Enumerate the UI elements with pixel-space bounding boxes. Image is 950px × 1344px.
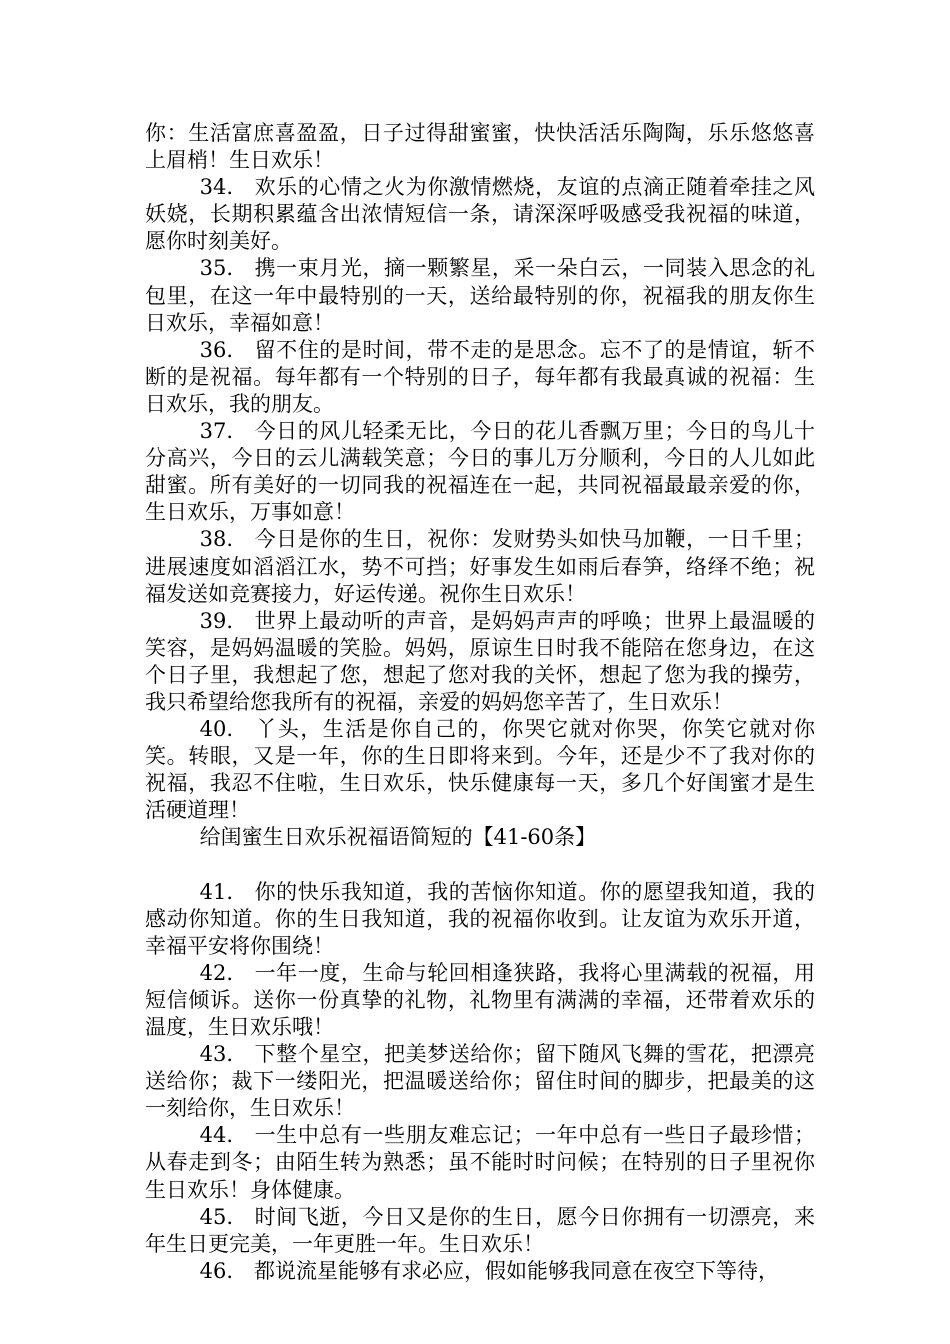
item-text: 今日是你的生日，祝你：发财势头如快马加鞭，一日千里；进展速度如滔滔江水，势不可挡；好事发生如雨后春笋，络绎不绝；祝福发送如竞赛接力，好运传递。祝你生日欢乐！: [145, 527, 815, 606]
wish-item-43: [145, 1041, 815, 1122]
document-page: [145, 120, 815, 1285]
wish-item-36: [145, 337, 815, 418]
item-number: 44.: [199, 1123, 233, 1148]
item-number: 41.: [199, 879, 233, 904]
wish-item-37: [145, 418, 815, 526]
item-text: 下整个星空，把美梦送给你；留下随风飞舞的雪花，把漂亮送给你；裁下一缕阳光，把温暖送给你；留住时间的脚步，把最美的这一刻给你，生日欢乐！: [145, 1042, 815, 1121]
item-number: 43.: [199, 1042, 233, 1067]
item-number: 35.: [199, 256, 233, 281]
section-2: [145, 879, 815, 1285]
item-text: 你的快乐我知道，我的苦恼你知道。你的愿望我知道，我的感动你知道。你的生日我知道，我的祝福你收到。让友谊为欢乐开道，幸福平安将你围绕！: [145, 879, 815, 958]
item-text: 今日的风儿轻柔无比，今日的花儿香飘万里；今日的鸟儿十分高兴，今日的云儿满载笑意；今日的事儿万分顺利，今日的人儿如此甜蜜。所有美好的一切同我的祝福连在一起，共同祝福最最亲爱的你，生日欢乐，万事如意！: [145, 419, 815, 525]
wish-item-41: [145, 879, 815, 960]
item-number: 45.: [199, 1204, 233, 1229]
item-text: 欢乐的心情之火为你激情燃烧，友谊的点滴正随着牵挂之风妖娆，长期积累蕴含出浓情短信一条，请深深呼吸感受我祝福的味道，愿你时刻美好。: [145, 175, 815, 254]
item-number: 46.: [199, 1258, 233, 1283]
item-text: 留不住的是时间，带不走的是思念。忘不了的是情谊，斩不断的是祝福。每年都有一个特别的日子，每年都有我最真诚的祝福：生日欢乐，我的朋友。: [145, 337, 815, 416]
item-number: 39.: [199, 608, 233, 633]
item-text: 时间飞逝，今日又是你的生日，愿今日你拥有一切漂亮，来年生日更完美，一年更胜一年。生日欢乐！: [145, 1204, 815, 1256]
item-number: 40.: [199, 717, 233, 742]
wish-item-46: [145, 1258, 815, 1285]
item-number: 34.: [199, 175, 233, 200]
section-heading: 给闺蜜生日欢乐祝福语简短的【41-60条】: [199, 825, 597, 850]
wish-item-35: [145, 255, 815, 336]
section-1: [145, 174, 815, 824]
item-text: 世界上最动听的声音，是妈妈声声的呼唤；世界上最温暖的笑容，是妈妈温暖的笑脸。妈妈，原谅生日时我不能陪在您身边，在这个日子里，我想起了您，想起了您对我的关怀，想起了您为我的操劳，我只希望给您我所有的祝福，亲爱的妈妈您辛苦了，生日欢乐！: [145, 608, 815, 714]
item-text: 都说流星能够有求必应，假如能够我同意在夜空下等待，: [254, 1258, 779, 1283]
wish-item-40: [145, 716, 815, 824]
wish-item-45: [145, 1204, 815, 1258]
item-number: 42.: [199, 960, 233, 985]
item-text: 丫头，生活是你自己的，你哭它就对你哭，你笑它就对你笑。转眼，又是一年，你的生日即将来到。今年，还是少不了我对你的祝福，我忍不住啦，生日欢乐，快乐健康每一天，多几个好闺蜜才是生活硬道理！: [145, 717, 815, 823]
item-text: 携一束月光，摘一颗繁星，采一朵白云，一同装入思念的礼包里，在这一年中最特别的一天，送给最特别的你，祝福我的朋友你生日欢乐，幸福如意！: [145, 256, 815, 335]
item-number: 36.: [199, 337, 233, 362]
wish-item-34: [145, 174, 815, 255]
item-text: 一生中总有一些朋友难忘记；一年中总有一些日子最珍惜；从春走到冬；由陌生转为熟悉；虽不能时时问候；在特别的日子里祝你生日欢乐！身体健康。: [145, 1123, 815, 1202]
item-number: 38.: [199, 527, 233, 552]
item-text: 一年一度，生命与轮回相逢狭路，我将心里满载的祝福，用短信倾诉。送你一份真挚的礼物，礼物里有满满的幸福，还带着欢乐的温度，生日欢乐哦！: [145, 960, 815, 1039]
wish-item-39: [145, 608, 815, 716]
continuation-paragraph: 你：生活富庶喜盈盈，日子过得甜蜜蜜，快快活活乐陶陶，乐乐悠悠喜上眉梢！生日欢乐！: [145, 121, 815, 173]
wish-item-42: [145, 960, 815, 1041]
wish-item-38: [145, 526, 815, 607]
item-number: 37.: [199, 419, 233, 444]
wish-item-44: [145, 1122, 815, 1203]
